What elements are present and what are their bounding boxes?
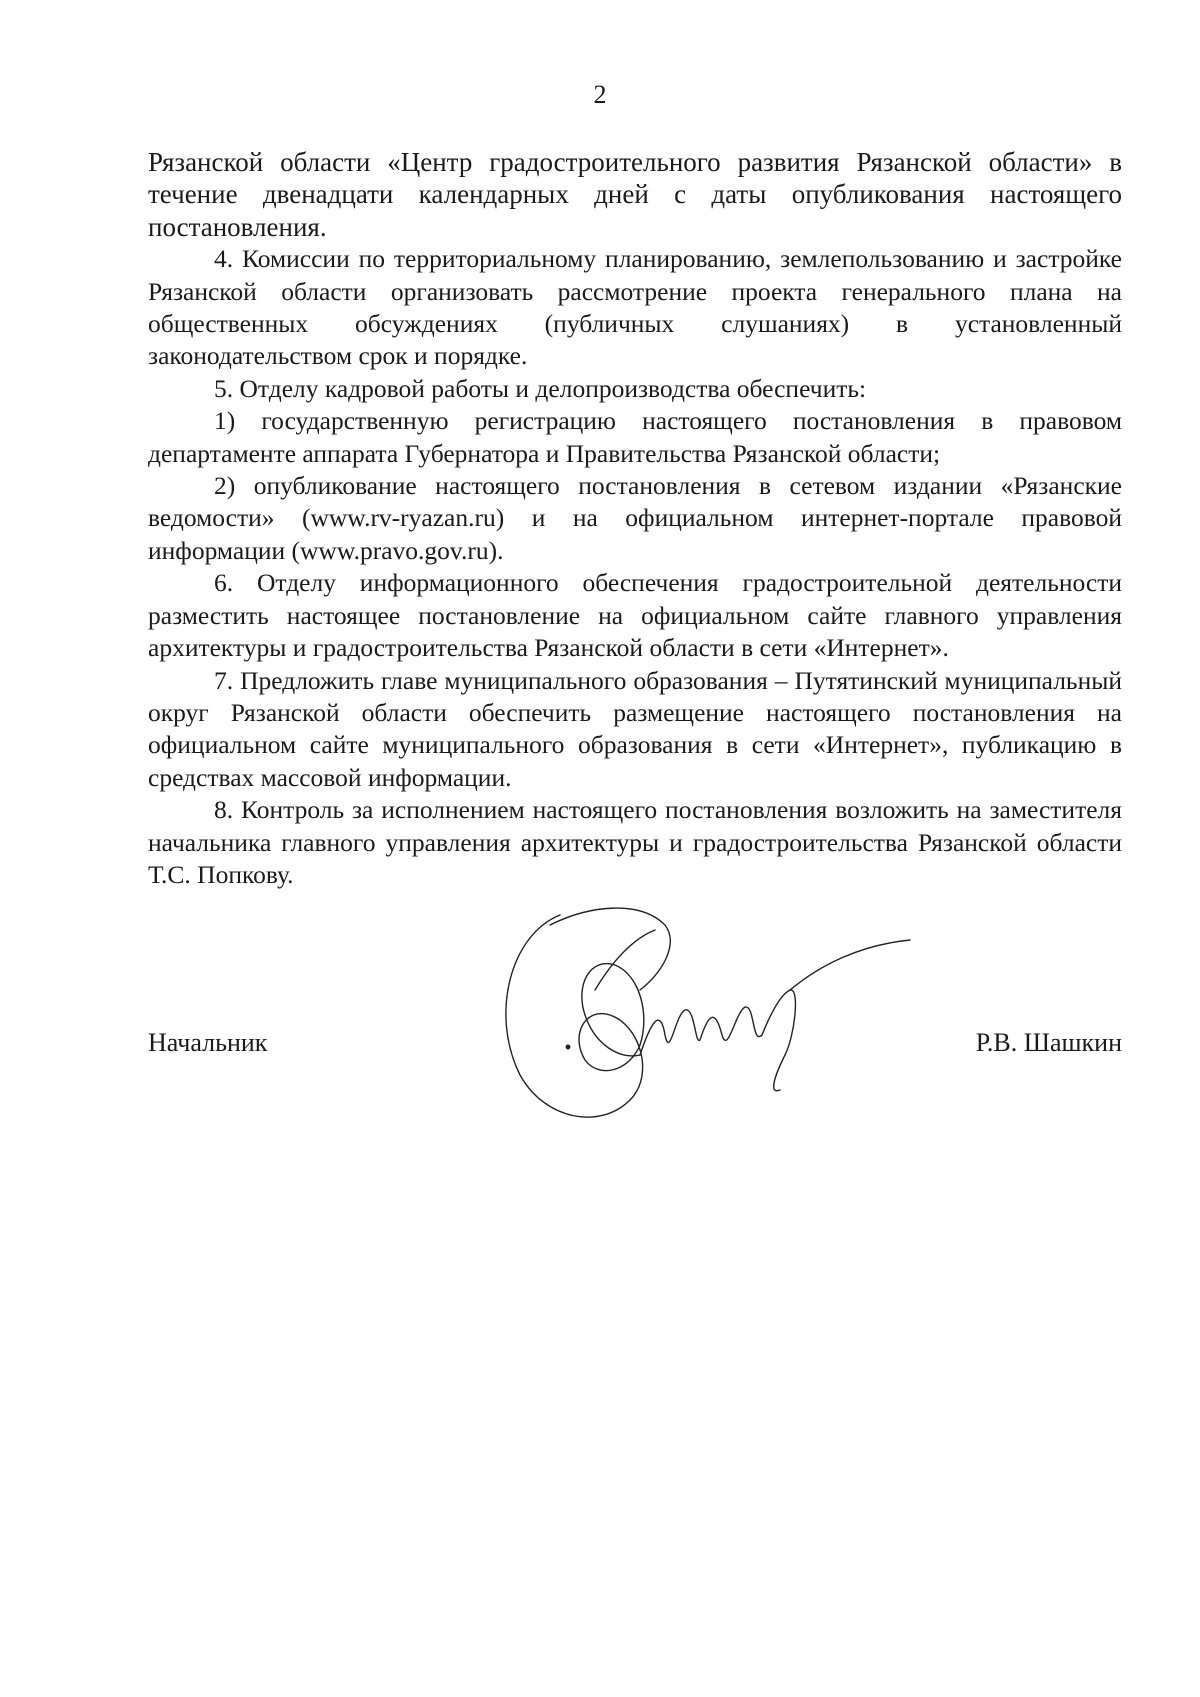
document-body bbox=[148, 146, 1122, 891]
paragraph-item-7: 7. Предложить главе муниципального образования – Путятинский муниципальный округ Рязанской области обеспечить размещение настоящего постановления на официальном сайте муниципального образования в сети «Интернет», публикацию в средствах массовой информации. bbox=[148, 665, 1122, 792]
signatory-position: Начальник bbox=[148, 1028, 268, 1057]
paragraph-subitem-5-1: 1) государственную регистрацию настоящего постановления в правовом департаменте аппарата Губернатора и Правительства Рязанской области; bbox=[148, 406, 1122, 468]
paragraph-item-8: 8. Контроль за исполнением настоящего постановления возложить на заместителя начальника главного управления архитектуры и градостроительства Рязанской области Т.С. Попкову. bbox=[148, 795, 1122, 889]
paragraph-item-5: 5. Отделу кадровой работы и делопроизводства обеспечить: bbox=[214, 373, 867, 403]
paragraph-continuation: Рязанской области «Центр градостроительного развития Рязанской области» в течение двенадцати календарных дней с даты опубликования настоящего постановления. bbox=[148, 147, 1122, 242]
paragraph-item-4: 4. Комиссии по территориальному планированию, землепользованию и застройке Рязанской области организовать рассмотрение проекта генерального плана на общественных обсуждениях (публичных слушаниях) в установленный законодательством срок и порядке. bbox=[148, 244, 1122, 371]
paragraph-item-6: 6. Отделу информационного обеспечения градостроительной деятельности разместить настоящее постановление на официальном сайте главного управления архитектуры и градостроительства Рязанской области в сети «Интернет». bbox=[148, 568, 1122, 663]
handwritten-signature bbox=[490, 895, 930, 1145]
signatory-name: Р.В. Шашкин bbox=[975, 1028, 1122, 1057]
paragraph-subitem-5-2: 2) опубликование настоящего постановления в сетевом издании «Рязанские ведомости» (www.rv-ryazan.ru) и на официальном интернет-портале правовой информации (www.pravo.gov.ru). bbox=[148, 471, 1122, 565]
page-number: 2 bbox=[593, 80, 607, 109]
